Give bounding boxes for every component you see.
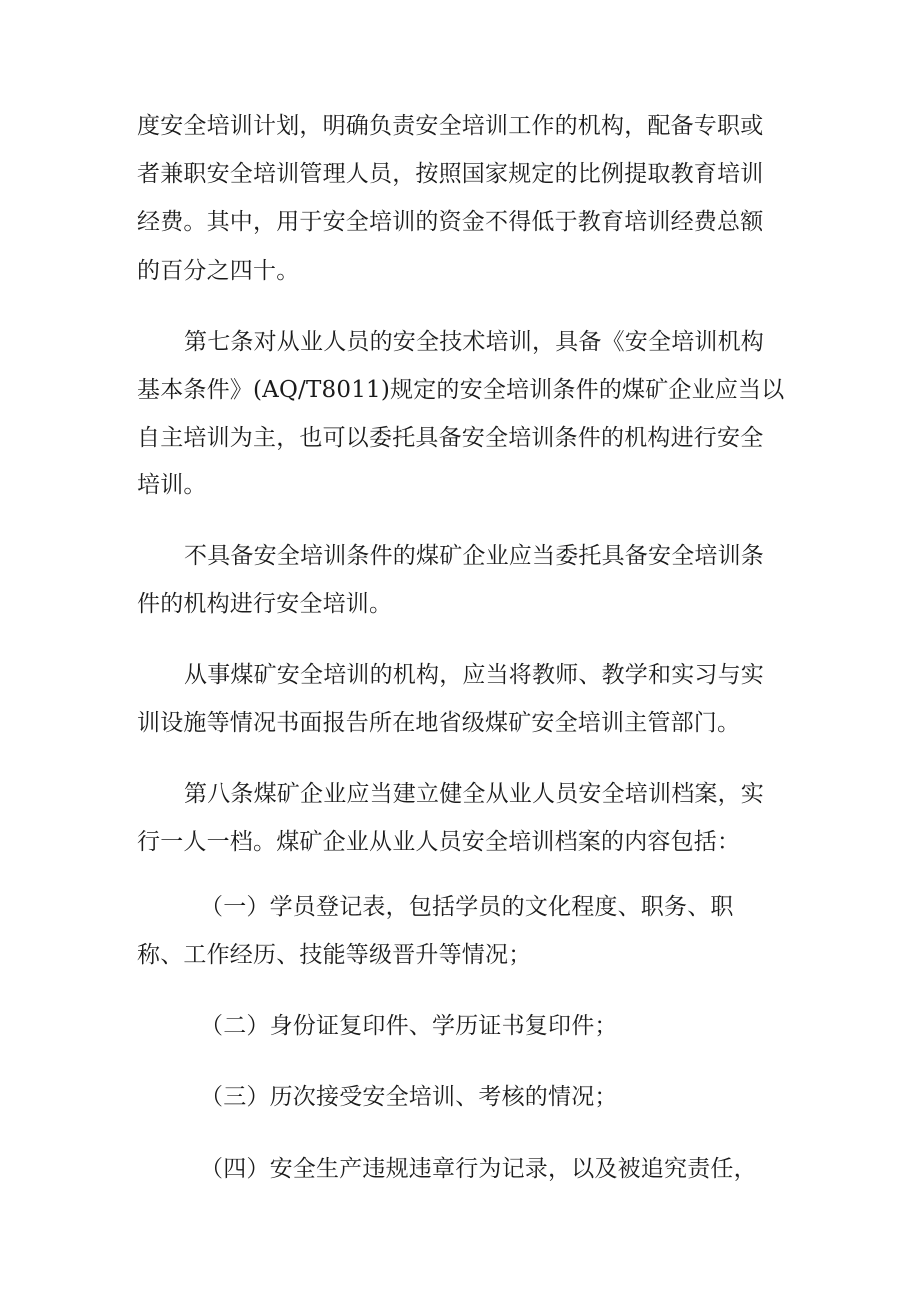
list-item-4: （四）安全生产违规违章行为记录，以及被追究责任，: [200, 1156, 757, 1182]
list-item-1: （一）学员登记表，包括学员的文化程度、职务、职: [200, 894, 734, 920]
list-item-3: （三）历次接受安全培训、考核的情况；: [200, 1084, 618, 1110]
paragraph-first-line: 从事煤矿安全培训的机构，应当将教师、教学和实习与实: [184, 662, 764, 688]
paragraph-line: 经费。其中，用于安全培训的资金不得低于教育培训经费总额: [137, 209, 764, 235]
paragraph-line: 的百分之四十。: [137, 258, 300, 284]
paragraph-line: 件的机构进行安全培训。: [137, 591, 393, 617]
paragraph-line: 度安全培训计划，明确负责安全培训工作的机构，配备专职或: [137, 113, 764, 139]
paragraph-line: 行一人一档。煤矿企业从业人员安全培训档案的内容包括：: [137, 829, 741, 855]
paragraph-first-line: 不具备安全培训条件的煤矿企业应当委托具备安全培训条: [184, 543, 764, 569]
paragraph-line: 训设施等情况书面报告所在地省级煤矿安全培训主管部门。: [137, 710, 741, 736]
article-7-first-line: 第七条对从业人员的安全技术培训，具备《安全培训机构: [184, 329, 764, 355]
list-item-1-continuation: 称、工作经历、技能等级晋升等情况；: [137, 942, 532, 968]
list-item-2: （二）身份证复印件、学历证书复印件；: [200, 1013, 618, 1039]
article-8-first-line: 第八条煤矿企业应当建立健全从业人员安全培训档案，实: [184, 781, 764, 807]
paragraph-line: 自主培训为主，也可以委托具备安全培训条件的机构进行安全: [137, 425, 764, 451]
paragraph-line: 者兼职安全培训管理人员，按照国家规定的比例提取教育培训: [137, 161, 764, 187]
paragraph-line: 培训。: [137, 472, 207, 498]
paragraph-line: 基本条件》(AQ/T8011)规定的安全培训条件的煤矿企业应当以: [137, 377, 785, 403]
